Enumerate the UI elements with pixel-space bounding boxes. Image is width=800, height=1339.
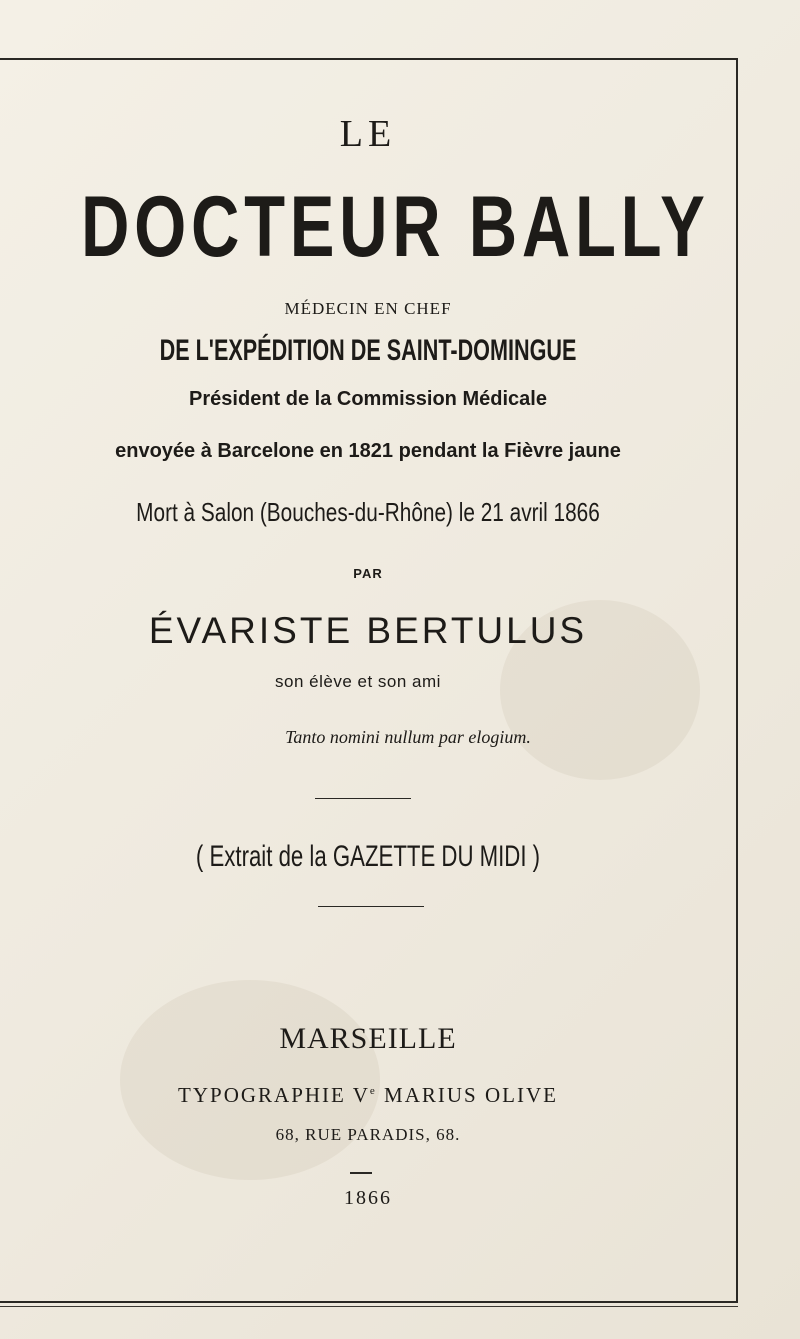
title-article: LE <box>339 113 397 155</box>
mission-line: envoyée à Barcelone en 1821 pendant la Fièvre jaune <box>115 440 621 462</box>
year-dash <box>350 1172 372 1174</box>
publication-city: MARSEILLE <box>279 1022 457 1055</box>
frame-bottom-rule <box>0 1301 738 1303</box>
expedition-line: DE L'EXPÉDITION DE SAINT-DOMINGUE <box>159 334 577 367</box>
paper-stain <box>120 980 380 1180</box>
by-label: PAR <box>353 566 383 581</box>
president-line: Président de la Commission Médicale <box>189 388 547 410</box>
printer-address: 68, RUE PARADIS, 68. <box>275 1125 461 1144</box>
frame-bottom-rule-thin <box>0 1306 738 1307</box>
printer-name: MARIUS OLIVE <box>376 1083 558 1107</box>
printer-line <box>0 1083 736 1108</box>
role-line: MÉDECIN EN CHEF <box>284 299 452 318</box>
author-name: ÉVARISTE BERTULUS <box>148 610 588 651</box>
author-relation: son élève et son ami <box>275 672 441 691</box>
frame-right-rule <box>736 58 738 1302</box>
extract-note: ( Extrait de la GAZETTE DU MIDI ) <box>195 840 541 873</box>
frame-top-rule <box>0 58 738 60</box>
extract-rule-top <box>315 798 411 799</box>
main-title: DOCTEUR BALLY <box>80 179 710 275</box>
extract-rule-bottom <box>318 906 424 907</box>
printer-prefix: TYPOGRAPHIE V <box>178 1083 370 1107</box>
death-line: Mort à Salon (Bouches-du-Rhône) le 21 avril 1866 <box>136 497 600 527</box>
printer-superscript: e <box>369 1085 377 1097</box>
publication-year: 1866 <box>344 1187 392 1209</box>
latin-motto: Tanto nomini nullum par elogium. <box>285 727 531 747</box>
